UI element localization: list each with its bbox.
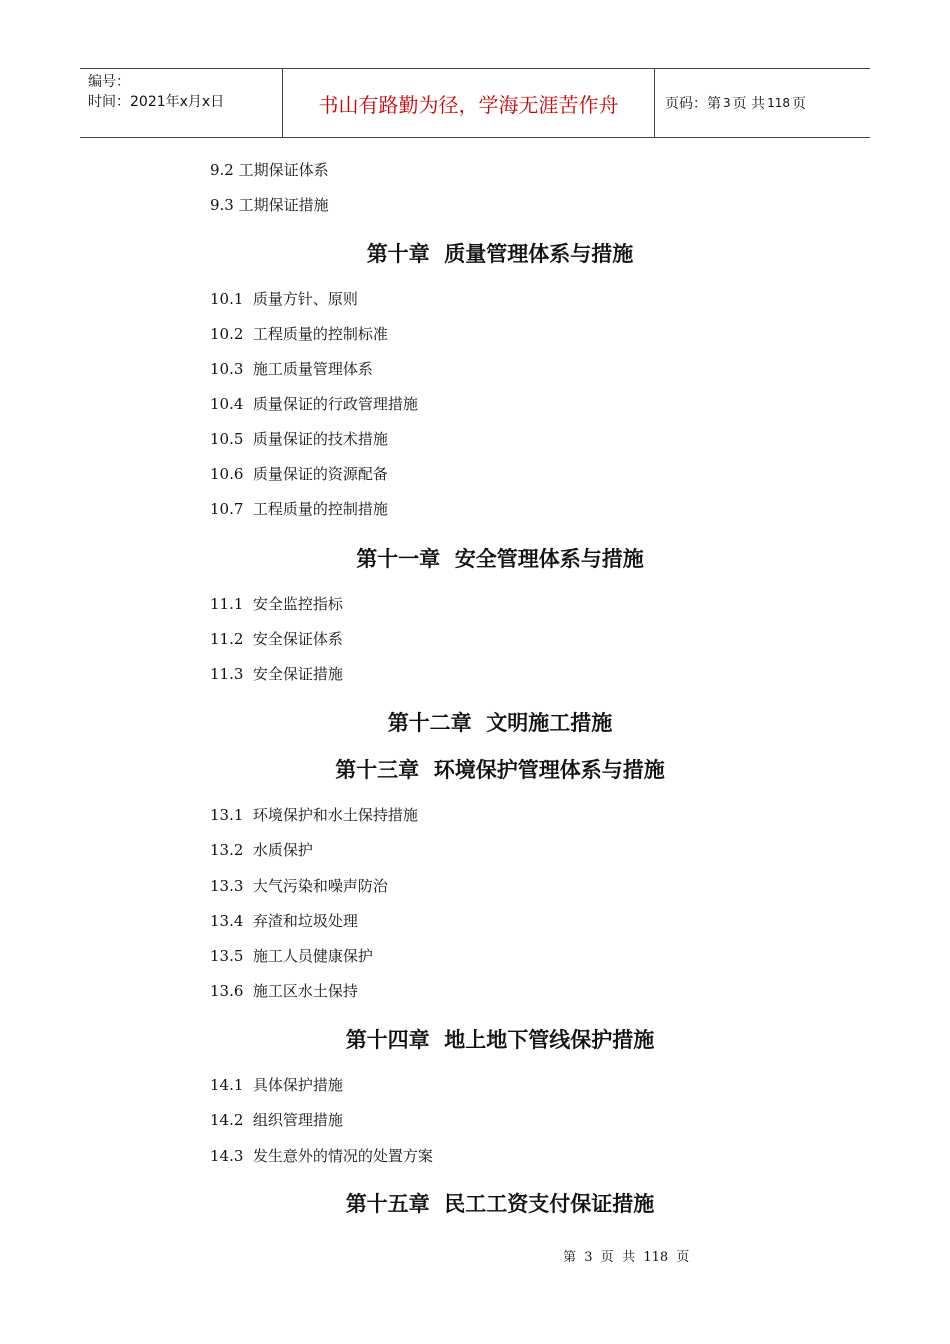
toc-item: 13.1 环境保护和水土保持措施 (210, 806, 418, 824)
toc-item: 9.3 工期保证措施 (210, 196, 329, 214)
page-mid: 页 共 (732, 96, 766, 112)
toc-item: 13.4 弃渣和垃圾处理 (210, 912, 358, 930)
toc-item: 13.2 水质保护 (210, 841, 313, 859)
toc-item: 10.3 施工质量管理体系 (210, 360, 373, 378)
page-current: 3 (723, 96, 731, 110)
toc-item: 10.7 工程质量的控制措施 (210, 500, 388, 518)
chapter-heading: 第十二章 文明施工措施 (387, 711, 613, 735)
toc-item: 9.2 工期保证体系 (210, 161, 329, 179)
page-footer: 第 3 页 共 118 页 (563, 1250, 690, 1265)
page-suffix: 页 (792, 96, 806, 112)
toc-item: 13.5 施工人员健康保护 (210, 947, 373, 965)
toc-item: 10.4 质量保证的行政管理措施 (210, 395, 418, 413)
page-header (80, 68, 870, 138)
header-page-info (655, 69, 870, 137)
page-prefix: 页码：第 (665, 96, 721, 112)
chapter-heading: 第十五章 民工工资支付保证措施 (345, 1192, 655, 1216)
toc-item: 13.3 大气污染和噪声防治 (210, 877, 388, 895)
document-time-label: 时间：2021年x月x日 (88, 94, 225, 110)
toc-item: 11.3 安全保证措施 (210, 665, 343, 683)
header-info (80, 69, 282, 137)
document-number-label: 编号： (88, 74, 130, 90)
toc-item: 10.2 工程质量的控制标准 (210, 325, 388, 343)
chapter-heading: 第十章 质量管理体系与措施 (366, 242, 634, 266)
toc-item: 14.2 组织管理措施 (210, 1111, 343, 1129)
toc-item: 14.3 发生意外的情况的处置方案 (210, 1147, 433, 1165)
chapter-heading: 第十三章 环境保护管理体系与措施 (335, 758, 665, 782)
page-total: 118 (767, 96, 790, 110)
chapter-heading: 第十一章 安全管理体系与措施 (356, 547, 644, 571)
toc-item: 10.5 质量保证的技术措施 (210, 430, 388, 448)
header-motto: 书山有路勤为径，学海无涯苦作舟 (282, 69, 655, 137)
toc-item: 10.1 质量方针、原则 (210, 290, 358, 308)
toc-item: 11.2 安全保证体系 (210, 630, 343, 648)
chapter-heading: 第十四章 地上地下管线保护措施 (345, 1028, 655, 1052)
toc-item: 13.6 施工区水土保持 (210, 982, 358, 1000)
toc-item: 10.6 质量保证的资源配备 (210, 465, 388, 483)
toc-item: 14.1 具体保护措施 (210, 1076, 343, 1094)
toc-item: 11.1 安全监控指标 (210, 595, 343, 613)
